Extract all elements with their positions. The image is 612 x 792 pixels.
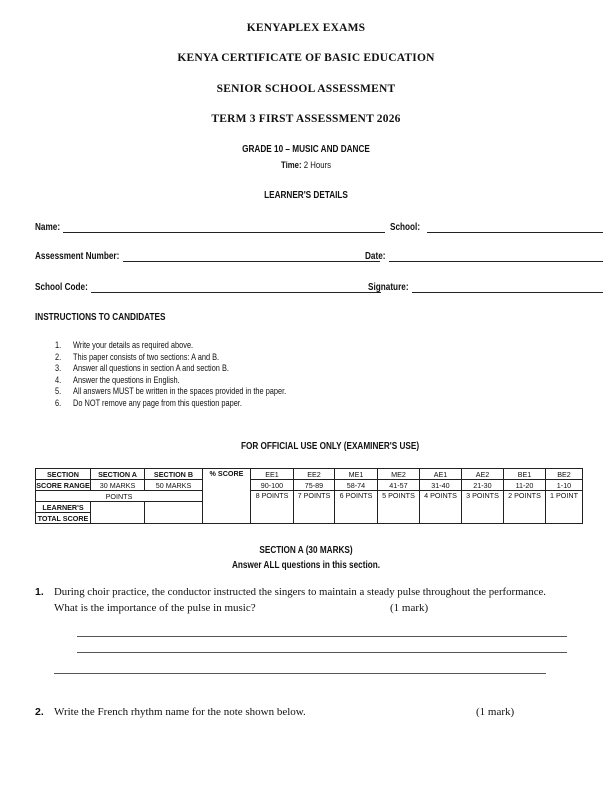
school-field[interactable]	[427, 232, 603, 233]
name-field[interactable]	[63, 232, 385, 233]
answer-line[interactable]	[77, 652, 567, 653]
instruction-item: 2. This paper consists of two sections: A and B.	[55, 351, 220, 362]
level-cell: ME1	[335, 469, 378, 480]
points-cell: 6 POINTS	[335, 491, 378, 524]
range-cell: 90-100	[251, 480, 294, 491]
table-header-cell: SECTION	[36, 469, 91, 480]
section-a-heading: SECTION A (30 MARKS)	[259, 545, 353, 556]
learner-total-label: LEARNER'S	[36, 502, 91, 513]
table-header-cell: SECTION B	[145, 469, 203, 480]
range-cell: 21-30	[462, 480, 504, 491]
school-label: School:	[390, 222, 421, 233]
question-text: Write the French rhythm name for the note shown below.	[54, 706, 306, 718]
question-2	[35, 706, 605, 726]
question-number: 1.	[35, 586, 44, 598]
instruction-item: 4. Answer the questions in English.	[55, 374, 180, 385]
points-cell: 2 POINTS	[504, 491, 546, 524]
level-cell: BE2	[546, 469, 583, 480]
date-field[interactable]	[389, 261, 603, 262]
signature-field[interactable]	[412, 292, 603, 293]
question-number: 2.	[35, 706, 44, 718]
table-row	[36, 469, 583, 480]
code-signature-row	[35, 282, 605, 296]
range-cell: 31-40	[420, 480, 462, 491]
exam-provider-title: KENYAPLEX EXAMS	[246, 22, 366, 34]
instructions-heading: INSTRUCTIONS TO CANDIDATES	[35, 312, 166, 323]
question-1	[35, 586, 605, 626]
time-allowed	[55, 160, 557, 171]
time-value: 2 Hours	[303, 160, 332, 171]
question-text: What is the importance of the pulse in music?	[54, 602, 256, 614]
points-cell: 5 POINTS	[378, 491, 420, 524]
learner-total-label: TOTAL SCORE	[36, 513, 91, 524]
percent-score-cell[interactable]: % SCORE	[203, 469, 251, 524]
instruction-item: 5. All answers MUST be written in the spaces provided in the paper.	[55, 386, 287, 397]
points-cell: 1 POINT	[546, 491, 583, 524]
date-label: Date:	[365, 251, 386, 262]
answer-line[interactable]	[77, 636, 567, 637]
section-a-score-cell[interactable]	[91, 502, 145, 524]
term-title: TERM 3 FIRST ASSESSMENT 2026	[211, 113, 401, 125]
official-use-heading: FOR OFFICIAL USE ONLY (EXAMINER'S USE)	[240, 441, 420, 452]
points-cell: 8 POINTS	[251, 491, 294, 524]
instruction-item: 6. Do NOT remove any page from this question paper.	[55, 397, 242, 408]
points-header-cell: POINTS	[36, 491, 203, 502]
instruction-item: 1. Write your details as required above.	[55, 340, 194, 350]
range-cell: 75-89	[294, 480, 335, 491]
table-row	[36, 480, 583, 491]
signature-label: Signature:	[368, 282, 409, 293]
range-cell: 58-74	[335, 480, 378, 491]
assessment-level-title: SENIOR SCHOOL ASSESSMENT	[216, 83, 396, 95]
certificate-title: KENYA CERTIFICATE OF BASIC EDUCATION	[177, 52, 435, 64]
range-cell: 1-10	[546, 480, 583, 491]
section-a-instruction: Answer ALL questions in this section.	[231, 560, 381, 571]
instructions-list	[55, 340, 286, 410]
table-header-cell: SCORE RANGE	[36, 480, 90, 490]
level-cell: AE1	[420, 469, 462, 480]
name-school-row	[35, 222, 605, 236]
table-row	[36, 491, 583, 502]
table-cell: 50 MARKS	[145, 480, 203, 491]
level-cell: EE1	[251, 469, 294, 480]
assessment-number-field[interactable]	[123, 261, 380, 262]
points-cell: 4 POINTS	[420, 491, 462, 524]
assessment-number-label: Assessment Number:	[35, 251, 120, 262]
answer-line[interactable]	[54, 673, 546, 674]
score-table	[35, 468, 583, 524]
school-code-field[interactable]	[91, 292, 381, 293]
school-code-label: School Code:	[35, 282, 88, 293]
table-cell: 30 MARKS	[91, 480, 145, 491]
time-label: Time:	[280, 160, 302, 171]
learner-details-heading: LEARNER'S DETAILS	[264, 190, 348, 201]
level-cell: AE2	[462, 469, 504, 480]
level-cell: EE2	[294, 469, 335, 480]
points-cell: 3 POINTS	[462, 491, 504, 524]
assessment-date-row	[35, 251, 605, 265]
question-marks: (1 mark)	[390, 602, 429, 614]
range-cell: 11-20	[504, 480, 546, 491]
points-cell: 7 POINTS	[294, 491, 335, 524]
level-cell: BE1	[504, 469, 546, 480]
level-cell: ME2	[378, 469, 420, 480]
name-label: Name:	[35, 222, 61, 233]
range-cell: 41-57	[378, 480, 420, 491]
instruction-item: 3. Answer all questions in section A and section B.	[55, 363, 229, 374]
table-header-cell: SECTION A	[91, 469, 145, 480]
subject-title: GRADE 10 – MUSIC AND DANCE	[242, 144, 370, 155]
section-b-score-cell[interactable]	[145, 502, 203, 524]
question-marks: (1 mark)	[476, 706, 515, 718]
question-text: During choir practice, the conductor instructed the singers to maintain a steady pulse throughout the performance.	[54, 586, 547, 598]
